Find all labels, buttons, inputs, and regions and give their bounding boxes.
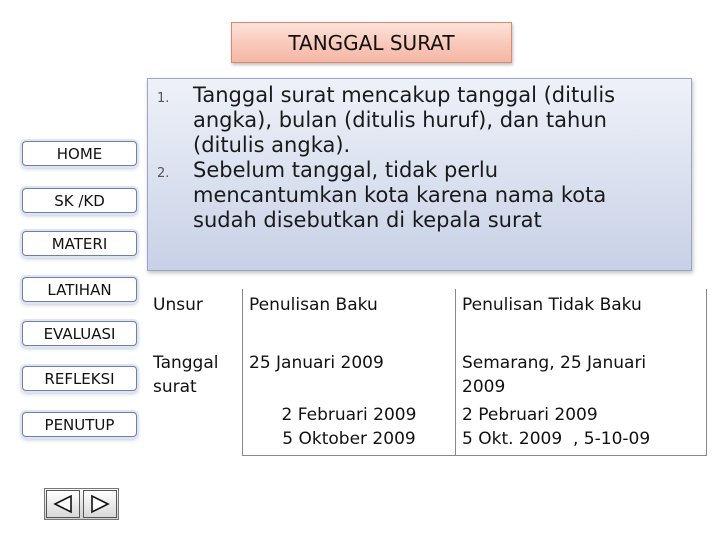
nav-penutup-button[interactable]: PENUTUP (22, 412, 137, 437)
baku-cell: 25 Januari 2009 (249, 353, 384, 373)
header-tidak-baku: Penulisan Tidak Baku (456, 289, 707, 347)
header-baku: Penulisan Baku (249, 295, 378, 315)
tidak-baku-line: 2009 (462, 377, 506, 397)
nav-sk-kd-button[interactable]: SK /KD (22, 188, 137, 213)
nav-evaluasi-button[interactable]: EVALUASI (22, 321, 137, 346)
row-label-cell (147, 347, 243, 456)
navigation-arrows (44, 488, 119, 520)
point-text-line: (ditulis angka). (193, 133, 351, 157)
prev-slide-button[interactable] (46, 490, 80, 518)
point-text-line: sudah disebutkan di kepala surat (193, 208, 542, 232)
nav-materi-button[interactable]: MATERI (22, 231, 137, 256)
point-text-line: Sebelum tanggal, tidak perlu (193, 158, 499, 182)
nav-latihan-button[interactable]: LATIHAN (22, 277, 137, 302)
table-row (147, 347, 707, 403)
table-header-row (147, 289, 707, 347)
tidak-baku-cell (456, 347, 707, 403)
point-item (148, 158, 691, 233)
content-box (147, 78, 692, 271)
point-number: 2. (157, 166, 170, 181)
point-text-line: angka), bulan (ditulis huruf), dan tahun (193, 108, 607, 132)
nav-home-button[interactable]: HOME (22, 141, 137, 166)
baku-cell: 2 Februari 2009 (281, 405, 417, 425)
page-title: TANGGAL SURAT (231, 22, 512, 63)
tidak-baku-cell: 2 Pebruari 2009 (456, 403, 707, 427)
point-number: 1. (157, 91, 170, 106)
baku-cell: 5 Oktober 2009 (243, 427, 456, 456)
point-text-line: Tanggal surat mencakup tanggal (ditulis (193, 83, 616, 107)
tidak-baku-line: Semarang, 25 Januari (462, 353, 647, 373)
triangle-left-icon (52, 494, 74, 514)
triangle-right-icon (89, 494, 111, 514)
date-writing-table (147, 289, 707, 456)
point-text-line: mencantumkan kota karena nama kota (193, 183, 607, 207)
points-list (148, 83, 691, 233)
nav-refleksi-button[interactable]: REFLEKSI (22, 366, 137, 391)
next-slide-button[interactable] (83, 490, 117, 518)
point-item (148, 83, 691, 158)
header-unsur: Unsur (147, 289, 243, 347)
tidak-baku-cell: 5 Okt. 2009 , 5-10-09 (456, 427, 707, 456)
row-label-line: surat (153, 377, 197, 397)
row-label-line: Tanggal (153, 353, 219, 373)
